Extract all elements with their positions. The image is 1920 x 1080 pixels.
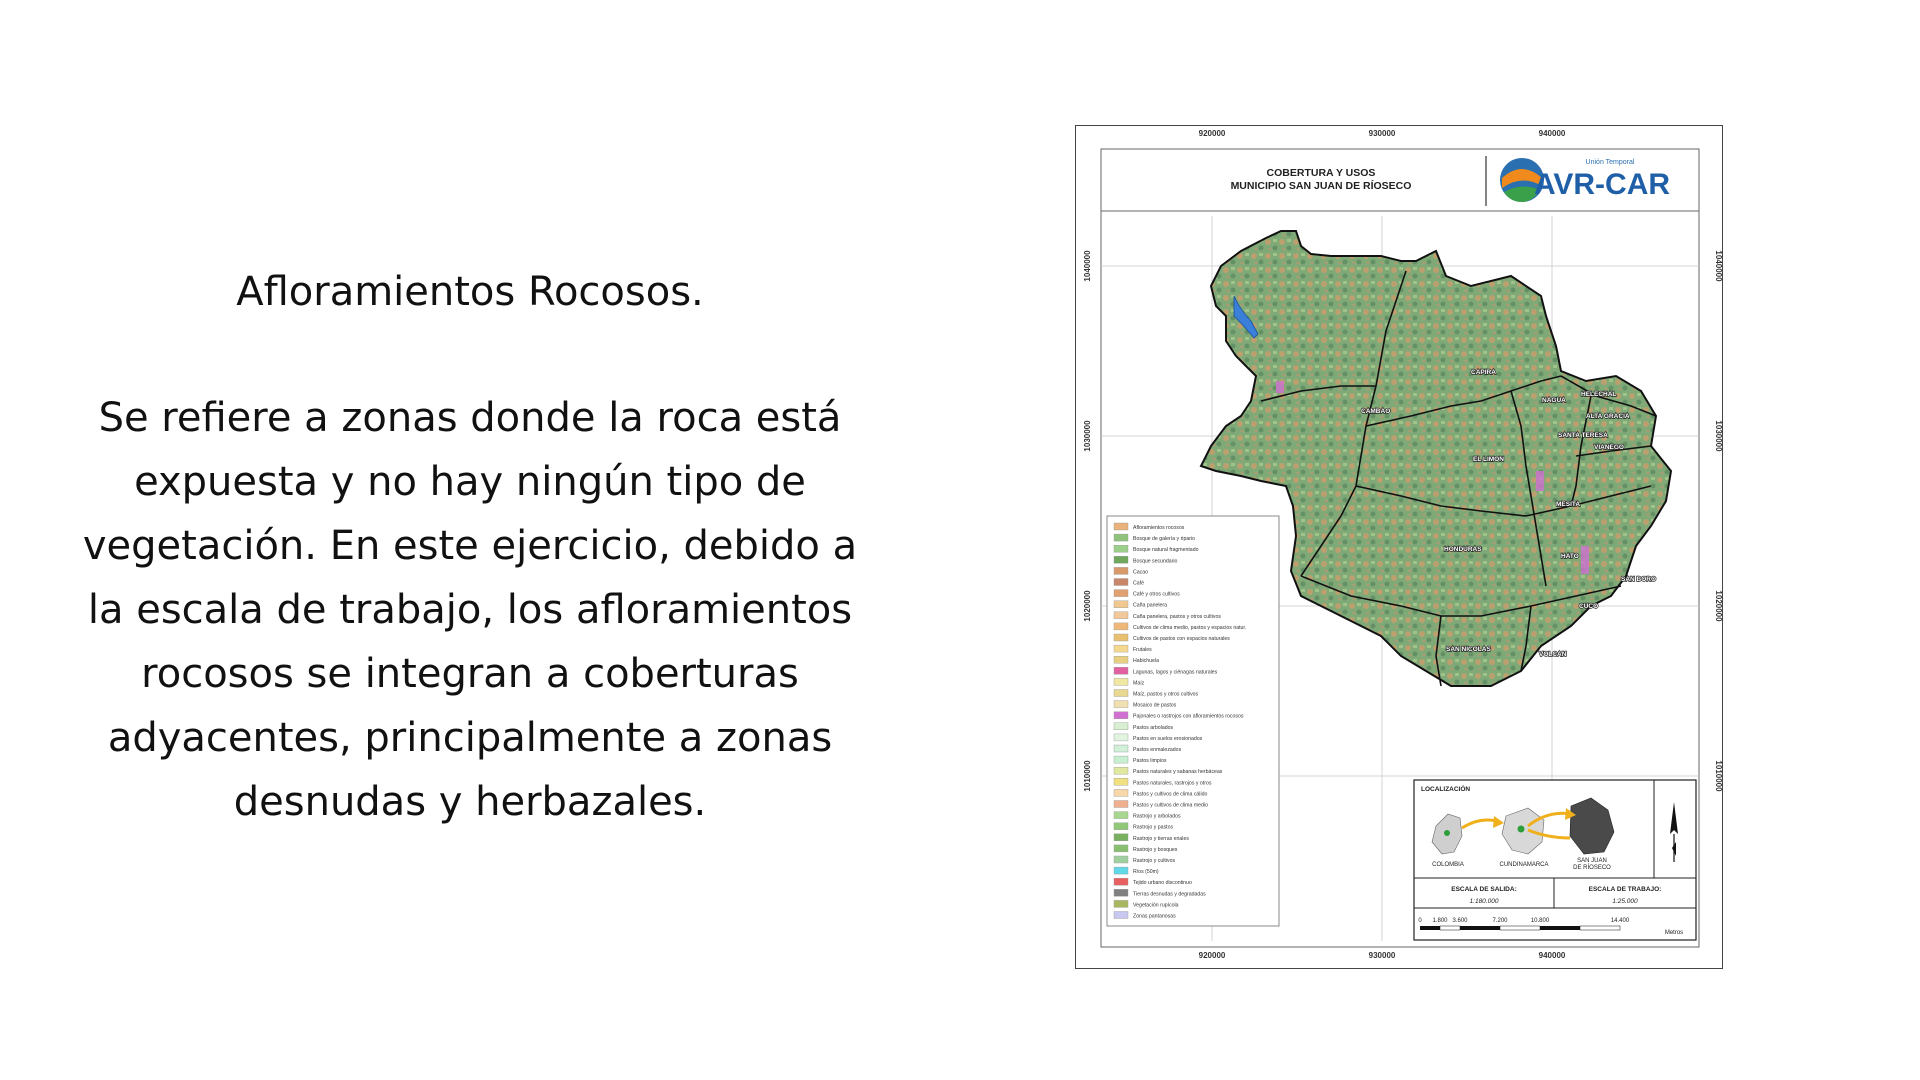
y-coord-label: 1040000 — [1714, 250, 1723, 282]
legend-label: Caña panelera, pastos y otros cultivos — [1133, 613, 1221, 620]
legend-label: Maíz, pastos y otros cultivos — [1133, 691, 1199, 698]
slide-text-block — [60, 260, 880, 834]
legend-label: Pastos en suelos erosionados — [1133, 735, 1203, 742]
legend-label: Cultivos de pastos con espacios naturales — [1133, 636, 1230, 642]
x-coord-label: 920000 — [1198, 129, 1226, 138]
legend-swatch — [1114, 590, 1128, 597]
map-svg — [1076, 126, 1724, 970]
paragraph-line: rocosos se integran a coberturas — [141, 651, 799, 697]
legend-label: Tejido urbano discontinuo — [1133, 880, 1192, 887]
legend-swatch — [1114, 556, 1128, 563]
slide-heading: Afloramientos Rocosos. — [236, 269, 704, 315]
legend-label: Lagunas, lagos y ciénagas naturales — [1133, 669, 1218, 676]
location-title: LOCALIZACIÓN — [1421, 786, 1471, 793]
legend-label: Maíz — [1133, 680, 1145, 687]
logo-subtitle: Unión Temporal — [1585, 159, 1635, 166]
legend-label: Bosque natural fragmentado — [1133, 547, 1199, 554]
x-coord-label: 940000 — [1538, 951, 1566, 960]
legend-label: Rastrojo y pastos — [1133, 824, 1174, 831]
legend-label: Café — [1133, 580, 1144, 587]
legend-label: Pastos enmalezados — [1133, 747, 1182, 753]
legend-swatch — [1114, 889, 1128, 896]
legend-swatch — [1114, 634, 1128, 641]
legend-label: Pastos naturales, rastrojos y otros — [1133, 780, 1212, 787]
y-coord-label: 1020000 — [1714, 590, 1723, 622]
legend-label: Habichuela — [1133, 658, 1159, 665]
legend-swatch — [1114, 690, 1128, 697]
paragraph-line: vegetación. En este ejercicio, debido a — [82, 523, 858, 569]
legend-label: Zonas pantanosas — [1133, 913, 1176, 920]
legend-swatch — [1114, 767, 1128, 774]
legend-label: Afloramientos rocosos — [1133, 525, 1185, 531]
legend-swatch — [1114, 801, 1128, 808]
legend-swatch — [1114, 601, 1128, 608]
legend-swatch — [1114, 534, 1128, 541]
place-label: EL LIMON — [1473, 456, 1504, 463]
san-juan-label: SAN JUAN — [1577, 858, 1607, 864]
scale-tick: 14.400 — [1610, 918, 1630, 924]
legend-swatch — [1114, 623, 1128, 630]
place-label: CUCO — [1579, 603, 1599, 610]
place-label: HONDURAS — [1444, 546, 1482, 553]
map-title-line2: MUNICIPIO SAN JUAN DE RÍOSECO — [1230, 180, 1412, 192]
place-label: NAGUA — [1542, 397, 1566, 404]
legend-swatch — [1114, 678, 1128, 685]
output-scale-label: ESCALA DE SALIDA: — [1451, 886, 1517, 893]
place-label: ALTA GRACIA — [1586, 413, 1630, 420]
place-label: VIANEGO — [1594, 444, 1624, 451]
scale-tick: 7.200 — [1492, 918, 1508, 924]
map-title-line1: COBERTURA Y USOS — [1266, 167, 1376, 179]
y-coord-label: 1010000 — [1083, 760, 1092, 792]
legend-swatch — [1114, 545, 1128, 552]
legend-swatch — [1114, 834, 1128, 841]
place-label: MESITA — [1556, 501, 1581, 508]
y-coord-label: 1040000 — [1083, 250, 1092, 282]
work-scale-value: 1:25.000 — [1612, 898, 1638, 905]
place-label: CAMBAO — [1361, 408, 1391, 415]
scale-tick: 0 — [1418, 918, 1422, 924]
legend-swatch — [1114, 823, 1128, 830]
legend-swatch — [1114, 845, 1128, 852]
legend-swatch — [1114, 912, 1128, 919]
legend-label: Rastrojo y arbolados — [1133, 813, 1181, 820]
legend-swatch — [1114, 878, 1128, 885]
legend-swatch — [1114, 856, 1128, 863]
x-coord-label: 930000 — [1368, 129, 1396, 138]
legend-label: Cultivos de clima medio, pastos y espacios natur. — [1133, 624, 1247, 631]
scale-tick: 1.800 — [1432, 918, 1448, 924]
legend-label: Rastrojo y tierras eriales — [1133, 835, 1189, 842]
legend-label: Tierras desnudas y degradadas — [1133, 891, 1206, 898]
legend-label: Pastos y cultivos de clima cálido — [1133, 791, 1208, 798]
legend-label: Cacao — [1133, 569, 1148, 576]
paragraph-line: expuesta y no hay ningún tipo de — [134, 459, 806, 505]
legend-swatch — [1114, 656, 1128, 663]
legend-swatch — [1114, 734, 1128, 741]
place-label: SAN NICOLAS — [1446, 646, 1491, 653]
place-label: HATO — [1561, 553, 1579, 560]
map-sheet — [1075, 125, 1723, 969]
paragraph-line: desnudas y herbazales. — [233, 779, 707, 825]
place-label: CAPIRA — [1471, 369, 1496, 376]
scale-tick: 3.600 — [1452, 918, 1468, 924]
legend-swatch — [1114, 723, 1128, 730]
legend-swatch — [1114, 701, 1128, 708]
legend-label: Pastos limpios — [1133, 758, 1167, 765]
legend-swatch — [1114, 789, 1128, 796]
legend-label: Frutales — [1133, 647, 1152, 654]
paragraph-line: adyacentes, principalmente a zonas — [107, 715, 833, 761]
legend-label: Pastos arbolados — [1133, 724, 1174, 731]
legend-label: Ríos (50m) — [1133, 869, 1159, 876]
legend-swatch — [1114, 712, 1128, 719]
place-label: SAN BORO — [1621, 576, 1657, 583]
map-legend — [1107, 516, 1279, 926]
legend-swatch — [1114, 756, 1128, 763]
cundinamarca-label: CUNDINAMARCA — [1499, 862, 1549, 868]
legend-label: Mosaico de pastos — [1133, 702, 1177, 709]
rioseco-label: DE RÍOSECO — [1573, 865, 1611, 871]
x-coord-label: 940000 — [1538, 129, 1566, 138]
legend-label: Café y otros cultivos — [1133, 591, 1180, 598]
legend-swatch — [1114, 579, 1128, 586]
legend-label: Vegetación rupícola — [1133, 902, 1179, 909]
legend-swatch — [1114, 667, 1128, 674]
y-coord-label: 1020000 — [1083, 590, 1092, 622]
logo-text: AVR-CAR — [1533, 168, 1671, 201]
place-label: SANTA TERESA — [1558, 432, 1608, 439]
legend-label: Pajonales o rastrojos con afloramientos rocosos — [1133, 713, 1244, 720]
place-label: VOLCAN — [1539, 651, 1567, 658]
scale-unit: Metros — [1664, 930, 1684, 936]
y-coord-label: 1030000 — [1714, 420, 1723, 452]
x-coord-label: 920000 — [1198, 951, 1226, 960]
legend-swatch — [1114, 745, 1128, 752]
legend-swatch — [1114, 567, 1128, 574]
legend-swatch — [1114, 612, 1128, 619]
legend-swatch — [1114, 645, 1128, 652]
legend-swatch — [1114, 867, 1128, 874]
work-scale-label: ESCALA DE TRABAJO: — [1588, 886, 1662, 893]
legend-swatch — [1114, 523, 1128, 530]
legend-label: Bosque secundario — [1133, 558, 1178, 565]
legend-label: Caña panelera — [1133, 602, 1168, 609]
paragraph-line: la escala de trabajo, los afloramientos — [87, 587, 853, 633]
x-coord-label: 930000 — [1368, 951, 1396, 960]
location-scale-panel — [1414, 780, 1696, 940]
y-coord-label: 1030000 — [1083, 420, 1092, 452]
legend-label: Bosque de galería y ripario — [1133, 536, 1195, 543]
y-coord-label: 1010000 — [1714, 760, 1723, 792]
colombia-label: COLOMBIA — [1432, 862, 1464, 868]
output-scale-value: 1:180.000 — [1469, 898, 1499, 905]
scale-tick: 10.800 — [1530, 918, 1550, 924]
legend-label: Rastrojo y cultivos — [1133, 858, 1176, 864]
legend-label: Pastos y cultivos de clima medio — [1133, 802, 1208, 809]
paragraph-line: Se refiere a zonas donde la roca está — [98, 395, 842, 441]
legend-swatch — [1114, 778, 1128, 785]
legend-swatch — [1114, 812, 1128, 819]
legend-label: Rastrojo y bosques — [1133, 846, 1178, 853]
legend-label: Pastos naturales y sabanas herbáceas — [1133, 769, 1223, 776]
legend-swatch — [1114, 900, 1128, 907]
place-label: HELECHAL — [1581, 391, 1617, 398]
